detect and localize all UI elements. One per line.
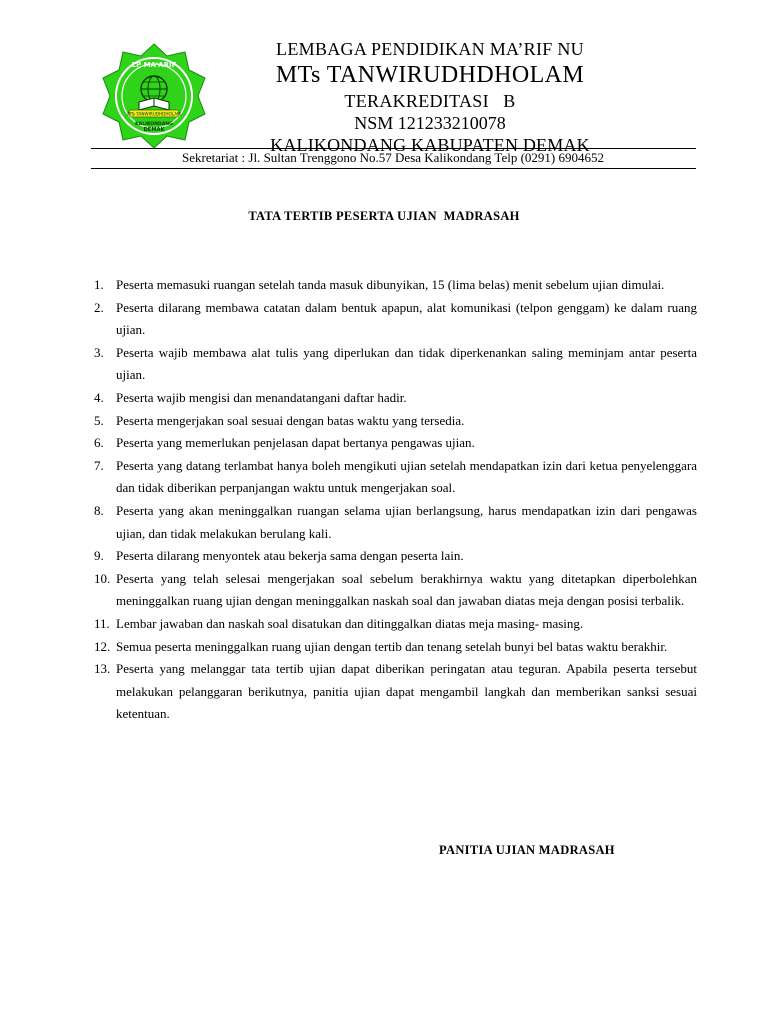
rule-text: Peserta memasuki ruangan setelah tanda masuk dibunyikan, 15 (lima belas) menit sebelum ujian dimulai. [116,277,665,292]
rule-text: Peserta yang telah selesai mengerjakan soal sebelum berakhirnya waktu yang ditetapkan diperbolehkan meninggalkan ruang ujian dengan meninggalkan naskah soal dan jawaban diatas meja dengan posisi terbalik. [116,570,697,609]
rule-number: 4. [94,389,104,405]
school-name [200,60,660,90]
rule-number: 5. [94,412,104,428]
secretariat-address: Sekretariat : Jl. Sultan Trenggono No.57 Desa Kalikondang Telp (0291) 6904652 [181,150,605,165]
letterhead-top-divider [91,148,696,149]
rule-text: Peserta yang melanggar tata tertib ujian dapat diberikan peringatan atau teguran. Apabila peserta tersebut melakukan pelanggaran berikutnya, panitia ujian dapat mengambil langkah dan memberikan sanksi sesuai ketentuan. [116,661,697,722]
logo-bottom-text-1: KALIKONDANG [135,122,173,127]
rule-number: 13. [94,661,111,677]
rule-text: Peserta wajib mengisi dan menandatangani daftar hadir. [116,389,407,405]
list-item [94,297,697,342]
rule-number: 10. [94,570,111,586]
rule-text: Peserta wajib membawa alat tulis yang diperlukan dan tidak diperkenankan saling meminjam antar peserta ujian. [116,344,697,383]
signature-committee: PANITIA UJIAN MADRASAH [439,843,615,857]
rules-list [94,274,697,726]
list-item [94,613,697,636]
list-item [94,387,697,410]
logo-top-text: LP MA'ARIF [131,61,177,69]
rule-number: 11. [94,615,110,631]
rule-text: Peserta mengerjakan soal sesuai dengan batas waktu yang tersedia. [116,412,465,428]
list-item [94,274,697,297]
list-item [94,658,697,726]
letterhead [200,38,660,156]
rule-number: 7. [94,457,104,473]
school-name-text: TANWIRUDHDHOLAM [320,62,585,88]
list-item [94,432,697,455]
nsm-number: NSM 121233210078 [354,113,506,133]
accreditation: TERAKREDITASI B [344,91,516,111]
rule-number: 3. [94,344,104,360]
document-title: TATA TERTIB PESERTA UJIAN MADRASAH [248,209,520,223]
list-item [94,545,697,568]
rule-number: 9. [94,548,104,564]
rule-number: 6. [94,435,104,451]
logo-bottom-text-2: DEMAK [143,127,165,133]
rule-number: 1. [94,277,104,292]
list-item [94,410,697,433]
list-item [94,342,697,387]
logo-ribbon-text: MTs TANWIRUDHDHOLAM [127,111,181,117]
letterhead-bottom-divider [91,168,696,169]
list-item [94,636,697,659]
school-logo-icon [95,40,213,152]
rule-text: Semua peserta meninggalkan ruang ujian dengan tertib dan tenang setelah bunyi bel batas waktu berakhir. [116,638,668,654]
school-prefix: MTs [275,62,321,88]
rule-text: Peserta dilarang membawa catatan dalam bentuk apapun, alat komunikasi (telpon genggam) ke dalam ruang ujian. [116,299,697,338]
list-item [94,455,697,500]
list-item [94,568,697,613]
rule-text: Peserta yang datang terlambat hanya boleh mengikuti ujian setelah mendapatkan izin dari ketua penyelenggara dan tidak diberikan perpanjangan waktu untuk mengerjakan soal. [116,457,697,496]
rule-text: Lembar jawaban dan naskah soal disatukan dan ditinggalkan diatas meja masing- masing. [116,615,584,631]
rule-text: Peserta yang akan meninggalkan ruangan selama ujian berlangsung, harus mendapatkan izin dari pengawas ujian, dan tidak melakukan berulang kali. [116,502,697,541]
rule-number: 8. [94,502,104,518]
list-item [94,500,697,545]
rule-number: 12. [94,638,111,654]
rule-text: Peserta yang memerlukan penjelasan dapat bertanya pengawas ujian. [116,435,475,451]
rule-text: Peserta dilarang menyontek atau bekerja sama dengan peserta lain. [116,548,464,564]
school-location: KALIKONDANG KABUPATEN DEMAK [270,135,590,155]
rule-number: 2. [94,299,104,315]
institution-name: LEMBAGA PENDIDIKAN MA’RIF NU [276,39,584,59]
